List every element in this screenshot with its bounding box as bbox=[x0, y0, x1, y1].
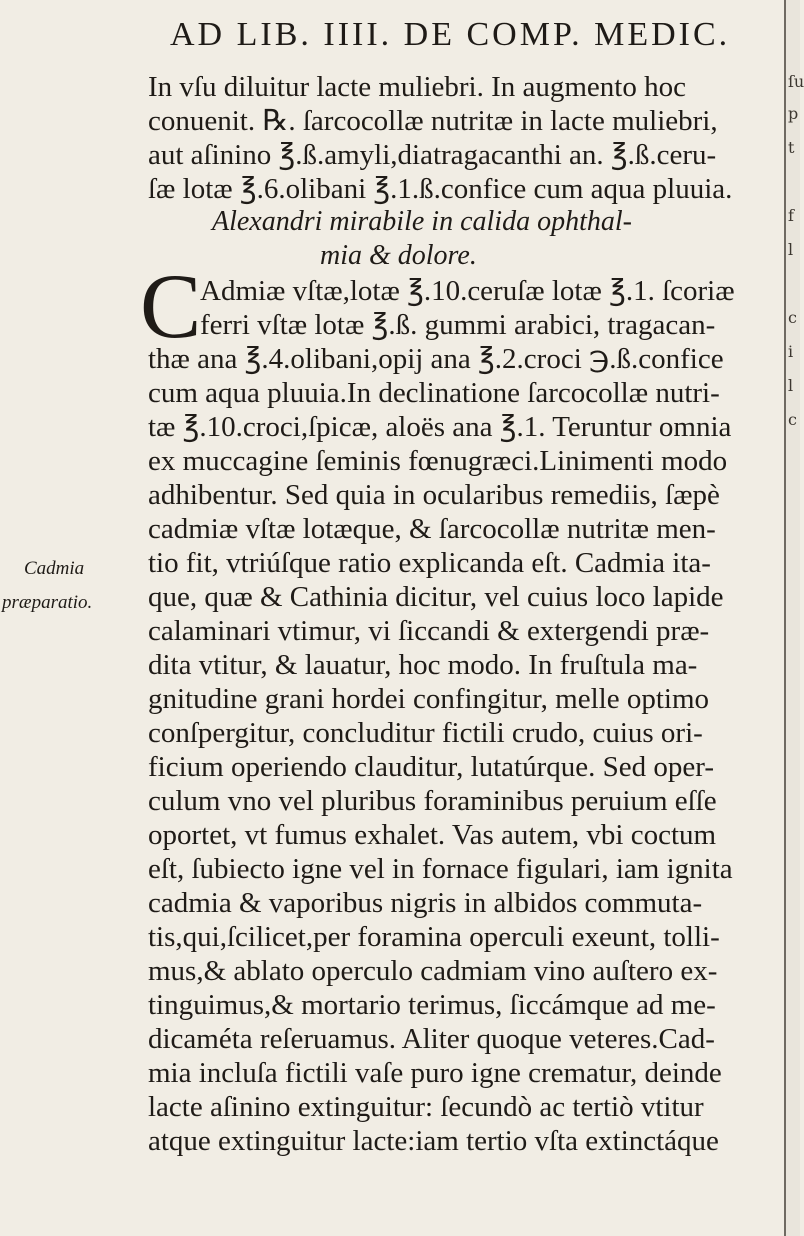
text-line: conuenit. ℞. ſarcocollæ nutritæ in lacte muliebri, bbox=[148, 105, 718, 137]
text-line: mia incluſa fictili vaſe puro igne crematur, deinde bbox=[148, 1057, 722, 1089]
text-line: mus,& ablato operculo cadmiam vino auſtero ex- bbox=[148, 955, 718, 987]
text-line: Admiæ vſtæ,lotæ ℥.10.ceruſæ lotæ ℥.1. ſcoriæ bbox=[200, 275, 735, 307]
facing-page-fragment: c bbox=[788, 308, 797, 327]
facing-page-fragment: i bbox=[788, 342, 794, 361]
text-line: cadmiæ vſtæ lotæque, & ſarcocollæ nutritæ men- bbox=[148, 513, 716, 545]
text-line: dicaméta reſeruamus. Aliter quoque veteres.Cad- bbox=[148, 1023, 715, 1055]
facing-page-fragment: t bbox=[788, 138, 795, 157]
facing-page-fragment: ſu bbox=[788, 72, 804, 91]
text-line: atque extinguitur lacte:iam tertio vſta extinctáque bbox=[148, 1125, 719, 1157]
text-line: conſpergitur, concluditur fictili crudo, cuius ori- bbox=[148, 717, 703, 749]
facing-page-fragment: f bbox=[788, 206, 794, 225]
text-line: lacte aſinino extinguitur: ſecundò ac tertiò vtitur bbox=[148, 1091, 704, 1123]
facing-page-fragment: p bbox=[788, 104, 799, 123]
text-line: calaminari vtimur, vi ſiccandi & extergendi præ- bbox=[148, 615, 710, 647]
text-line: adhibentur. Sed quia in ocularibus remediis, ſæpè bbox=[148, 479, 720, 511]
text-line: tæ ℥.10.croci,ſpicæ, aloës ana ℥.1. Teruntur omnia bbox=[148, 411, 732, 443]
margin-note: Cadmia bbox=[24, 558, 85, 579]
text-line: cum aqua pluuia.In declinatione ſarcocollæ nutri- bbox=[148, 377, 720, 409]
drop-cap: C bbox=[140, 255, 202, 357]
section-subheading-cont: mia & dolore. bbox=[320, 240, 477, 271]
section-subheading: Alexandri mirabile in calida ophthal- bbox=[212, 206, 632, 237]
text-line: thæ ana ℥.4.olibani,opij ana ℥.2.croci ℈.ß.confice bbox=[148, 343, 724, 375]
text-line: ficium operiendo clauditur, lutatúrque. Sed oper- bbox=[148, 751, 714, 783]
text-line: oportet, vt fumus exhalet. Vas autem, vbi coctum bbox=[148, 819, 717, 851]
facing-page-fragment: l bbox=[788, 240, 794, 259]
running-header: AD LIB. IIII. DE COMP. MEDIC. bbox=[170, 16, 731, 53]
text-line: tinguimus,& mortario terimus, ſiccámque ad me- bbox=[148, 989, 716, 1021]
text-line: In vſu diluitur lacte muliebri. In augmento hoc bbox=[148, 71, 686, 103]
text-line: cadmia & vaporibus nigris in albidos commuta- bbox=[148, 887, 703, 919]
text-line: dita vtitur, & lauatur, hoc modo. In fruſtula ma- bbox=[148, 649, 698, 681]
facing-page-fragment: c bbox=[788, 410, 797, 429]
facing-page-fragment: l bbox=[788, 376, 794, 395]
text-line: eſt, ſubiecto igne vel in fornace figulari, iam ignita bbox=[148, 853, 733, 885]
text-line: gnitudine grani hordei confingitur, melle optimo bbox=[148, 683, 709, 715]
text-line: ferri vſtæ lotæ ℥.ß. gummi arabici, tragacan- bbox=[200, 309, 716, 341]
text-line: tio fit, vtriúſque ratio explicanda eſt. Cadmia ita- bbox=[148, 547, 711, 579]
text-line: ex muccagine ſeminis fœnugræci.Linimenti modo bbox=[148, 445, 728, 477]
text-line: ſæ lotæ ℥.6.olibani ℥.1.ß.confice cum aqua pluuia. bbox=[148, 173, 733, 205]
text-line: tis,qui,ſcilicet,per foramina operculi exeunt, tolli- bbox=[148, 921, 720, 953]
text-line: que, quæ & Cathinia dicitur, vel cuius loco lapide bbox=[148, 581, 724, 613]
margin-note-cont: præparatio. bbox=[2, 592, 93, 613]
facing-page-edge bbox=[786, 0, 804, 1236]
text-line: aut aſinino ℥.ß.amyli,diatragacanthi an. ℥.ß.ceru- bbox=[148, 139, 717, 171]
text-line: culum vno vel pluribus foraminibus peruium eſſe bbox=[148, 785, 717, 817]
